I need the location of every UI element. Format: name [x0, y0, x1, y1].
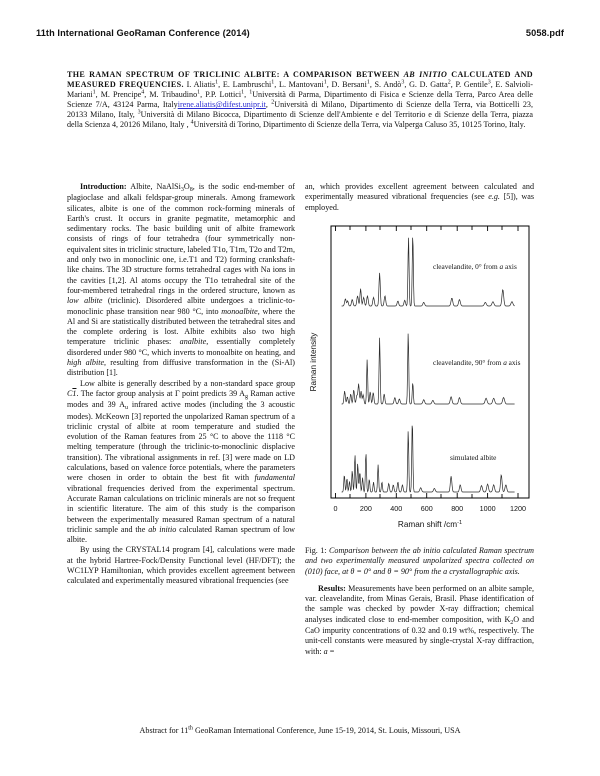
p2-text-d: infrared active modes (including the 3 acoustic modes). McKeown [3] reported the unpolarized Raman spectrum of a triclinic crystal of albite at room temperature and studied the evolution of the Raman features from 25 °C to above the 1118 °C melting temperature (through the triclinic-to-monoclinic displacive transition). The vibrational assignments in ref. [3] were made on LD calculations, based on valence force potentials, where the parameters were chosen in order to obtain the best fit with [67, 400, 295, 483]
intro-text-d: (triclinic). Disordered albite undergoes a triclinic-to-monoclinic phase transition near 980 °C, into [67, 296, 295, 316]
intro-text-f: , essentially completely disordered under 980 °C, which inverts to monoalbite on heating, and [67, 337, 296, 357]
p2-sub-u: u [124, 405, 128, 412]
p2-text-c: Raman active modes and 39 A [67, 388, 296, 410]
paper-title-part2: CALCULATED AND MEASURED FREQUENCIES. [67, 70, 533, 90]
crystal14-continuation: an, which provides excellent agreement between calculated and experimentally measured vibrational frequencies (see e.g. [5]), was employed. [305, 182, 534, 212]
raman-plot-svg [305, 222, 534, 540]
figure-caption [305, 546, 534, 577]
intro-text-b: O [183, 182, 190, 191]
right-column [305, 182, 534, 213]
series-annotation-0: cleavelandite, 0° from a axis [433, 262, 517, 271]
x-axis-label: Raman shift $/cm^{-1}$ [397, 520, 463, 529]
results-text-b: O and CaO impurity concentrations of 0.32 and 0.19 wt%, respectively. The unit-cell constants were measured by single-crystal X-ray diffraction, with: [305, 614, 534, 656]
p2-italic-fundamental: fundamental [254, 473, 295, 483]
spectrum-trace-0 [342, 238, 515, 306]
x-tick-label-0: 0 [333, 504, 338, 513]
figure-caption-text: Comparison between the ab initio calculated Raman spectrum and two experimentally measured unpolarized spectra collected on (010) face, at θ = 0° and θ = 90° from the a crystallographic axis. [305, 546, 534, 576]
paper-id: 5058.pdf [525, 28, 564, 38]
p3-italic-eg: e.g. [488, 192, 500, 202]
figure-1 [305, 222, 534, 657]
affiliation-2: , $^2$Università di Milano, Dipartimento di Scienze della Terra, via Botticelli 23, 20133 Milano, Italy, [67, 99, 533, 120]
bottom-tick-marks [336, 493, 519, 498]
spectrum-trace-1 [342, 334, 515, 404]
x-tick-label-1000: 1000 [479, 504, 496, 513]
results-italic-a: a [323, 646, 328, 656]
series-annotation-1: cleavelandite, 90° from a axis [433, 358, 521, 367]
p2-italic-ab-initio: ab initio [148, 524, 177, 534]
results-text-a: Measurements have been performed on an albite sample, var. cleavelandite, from Minas Gerais, Brasil. Phase identification of the sample was checked by powder X-ray diffraction; chemical analyses indicated close to end-member composition, with K [305, 583, 534, 624]
page-footer [0, 726, 600, 735]
paper-title-part1: THE RAMAN SPECTRUM OF TRICLINIC ALBITE: A COMPARISON BETWEEN [67, 70, 404, 79]
p3-text-b: [5]), was employed. [305, 192, 534, 212]
space-group-symbol: C1 [67, 388, 77, 398]
intro-text-e: , where the Al and Si are statistically distributed between the tetrahedral sites and the complete ordering is lost. Albite exhibits also two high temperature triclinic phases: [67, 306, 295, 347]
results-paragraph [305, 584, 534, 657]
affiliation-1: $^1$Università di Parma, Dipartimento di Fisica e Scienze della Terra, Parco Area delle Scienze 7/A, 43124 Parma, Italy [67, 89, 533, 110]
left-column [67, 182, 295, 587]
p2-sub-g: g [244, 393, 248, 400]
x-tick-label-400: 400 [390, 504, 403, 513]
results-heading: Results: [318, 583, 346, 593]
x-tick-label-600: 600 [420, 504, 433, 513]
footer-text-b: GeoRaman International Conference, June 15-19, 2014, St. Louis, Missouri, USA [192, 726, 461, 735]
introduction-paragraph [67, 182, 295, 379]
affiliation-3: $^3$Università di Milano Bicocca, Dipartimento di Scienze dell'Ambiente e del Territorio e di Scienze della Terra, piazza della Scienza 4, 20126 Milano, Italy , [67, 109, 533, 130]
x-tick-label-800: 800 [451, 504, 464, 513]
paper-title-italic: AB INITIO [403, 70, 448, 79]
series-annotation-2: simulated albite [450, 453, 497, 462]
intro-text-g: , resulting from diffusive transformation in the (Si-Al) distribution [1]. [67, 358, 295, 378]
x-axis-tick-labels [334, 504, 527, 513]
intro-italic-high-albite: high albite [67, 358, 105, 368]
x-tick-label-200: 200 [359, 504, 372, 513]
running-head [36, 28, 564, 38]
intro-italic-analbite: analbite [179, 337, 207, 347]
x-tick-label-1200: 1200 [510, 504, 526, 513]
p2-text-f: calculated Raman spectrum of low albite. [67, 524, 295, 545]
footer-text-a: Abstract for 11 [139, 726, 189, 735]
intro-text-c: , is the sodic end-member of plagioclase and alkali feldspar-group minerals. Among framework silicates, albite is one of the common rock-forming minerals of Earth's crust. It occurs in granite pegmatite, metamorphic and sedimentary rocks. The basic building unit of albite framework consists of rings of four tetrahedra (four symmetrically non-equivalent sites in triclinic structure, labeled T1o, T1m, T2o and T2m, and only two in monoclinic one, i.e.T1 and T2) forming crankshaft-like chains. The 3D structure forms tetrahedral cages with Na ions in the cavities [1,2]. Al atoms occupy the T1o tetrahedral site of the four-membered tetrahedral rings in the ordered structure, known as [67, 182, 295, 295]
raman-spectra-plot [305, 222, 534, 540]
intro-sub-2: 8 [189, 187, 193, 193]
p2-text-b: . The factor group analysis at Γ point predicts 39 A [76, 388, 245, 398]
y-axis-label: Raman intensity [309, 332, 318, 392]
space-group-paragraph [67, 379, 295, 546]
introduction-heading: Introduction: [80, 182, 127, 191]
affiliation-4: $^4$Università di Torino, Dipartimento di Scienze della Terra, via Valperga Caluso 35, 10125 Torino, Italy. [190, 119, 526, 130]
footer-ordinal: th [188, 725, 193, 732]
results-sub-2: 2 [510, 619, 514, 626]
crystal14-paragraph [67, 545, 295, 586]
conference-name: 11th International GeoRaman Conference (2014) [36, 28, 250, 38]
author-email-link[interactable]: irene.aliatis@difest.unipr.it [177, 100, 266, 110]
intro-italic-low-albite: low albite [67, 296, 103, 306]
intro-sub-1: 3 [180, 187, 184, 193]
intro-italic-monoalbite: monoalbite [221, 306, 258, 316]
p2-text-a: Low albite is generally described by a non-standard space group [80, 378, 295, 388]
intro-text-a: Albite, NaAlSi [126, 182, 181, 191]
p3-text-a: By using the CRYSTAL14 program [4], calculations were made at the hybrid Hartree-Fock/Density Functional level (HF/DFT); the WC1LYP Hamiltonian, which provides excellent agreement between calculated and experimentally measured vibrational frequencies (see [67, 545, 295, 586]
top-tick-marks [336, 226, 519, 231]
figure-caption-label: Fig. 1: [305, 546, 327, 555]
author-list: I. Aliatis$^1$, E. Lambruschi$^1$, L. Mantovani$^1$, D. Bersani$^1$, S. Andò$^3$, G. D. Gatta$^2$, P. Gentile$^3$, E. Salvioli-Mariani$^1$, M. Prencipe$^4$, M. Tribaudino$^1$, P.P. Lottici$^1$, [67, 79, 533, 100]
results-text-c: = [327, 646, 335, 656]
title-author-block [67, 70, 533, 130]
p2-text-e: vibrational frequencies derived from the experimental spectrum. Accurate Raman calculations on triclinic minerals are not so frequent in scientific literature. The aim of this study is the comparison between the experimentally measured Raman spectrum of a natural triclinic sample and the [67, 483, 295, 534]
